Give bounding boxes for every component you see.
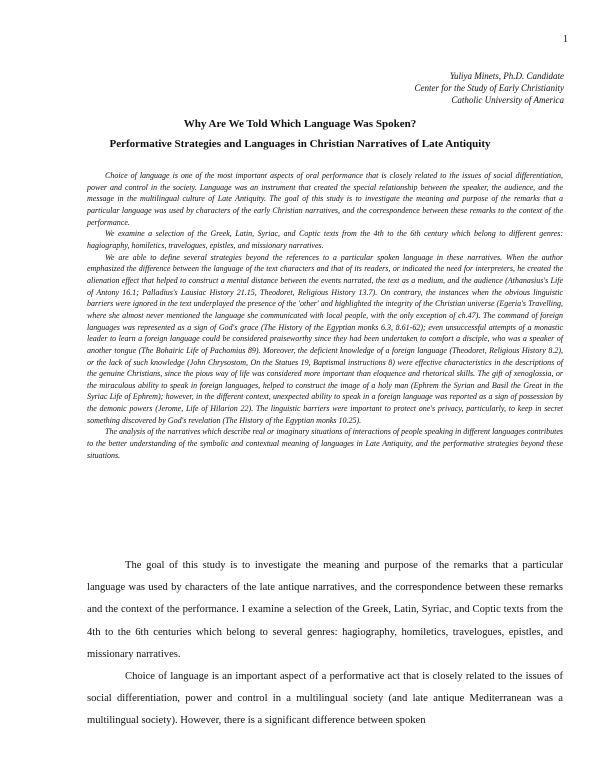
paper-subtitle: Performative Strategies and Languages in Christian Narratives of Late Antiquity <box>109 138 491 150</box>
abstract-paragraph: We are able to define several strategies beyond the references to a particular spoken language in these narratives. When the author emphasized the difference between the language of the text characters and that of its readers, or indicated the need for interpreters, he created the alienation effect that helped to construct a mental distance between the events narrated, the text as a medium, and the audience (Athanasius's Life of Antony 16.1; Palladius's Lausiac History 21.15, Theodoret, Religious History 13.7). On contrary, the instances when the obvious linguistic barriers were ignored in the text underplayed the presence of the 'other' and highlighted the integrity of the Christian universe (Egeria's Travelling, where she almost never mentioned the language she communicated with local people, with the only exception of ch.47). The command of foreign languages was represented as a sign of God's grace (The History of the Egyptian monks 6.3, 8.61-62); even unsuccessful attempts of a monastic leader to learn a foreign language could be considered praiseworthy since they had been undertaken to comfort a disciple, who was a speaker of another tongue (The Bohairic Life of Pachomius 89). Moreover, the deficient knowledge of a foreign language (Theodoret, Religious History 8.2), or the lack of such knowledge (John Chrysostom, On the Statues 19, Baptismal instructions 8) were effective characteristics in the descriptions of the genuine Christians, since the pious way of life was considered more important than eloquence and rhetorical skills. The gift of xenoglossia, or the miraculous ability to speak in foreign languages, helped to construct the image of a holy man (Ephrem the Syrian and Basil the Great in the Syriac Life of Ephrem); however, in the different context, unexpected ability to speak in a foreign language was reported as a sign of possession by the demonic powers (Jerome, Life of Hilarion 22). The linguistic barriers were important to protect one's privacy, particularly, to keep in secret something discovered by God's revelation (The History of the Egyptian monks 10.25). <box>87 252 563 425</box>
abstract-paragraph: We examine a selection of the Greek, Latin, Syriac, and Coptic texts from the 4th to the 6th century which belong to different genres: hagiography, homiletics, travelogues, epistles, and missionary narratives. <box>87 229 563 250</box>
author-name: Yuliya Minets, Ph.D. Candidate <box>449 71 564 81</box>
abstract-paragraph: Choice of language is one of the most important aspects of oral performance that is closely related to the issues of social differentiation, power and control in the society. Language was an instrument that created the special relationship between the speaker, the audience, and the message in the multilingual culture of Late Antiquity. The goal of this study is to investigate the meaning and purpose of the remarks that a particular language was used by characters of the early Christian narratives, and the correspondence between these remarks to the context of the performance. <box>87 171 563 227</box>
body-paragraph: The goal of this study is to investigate the meaning and purpose of the remarks that a particular language was used by characters of the late antique narratives, and the correspondence between these remarks and the context of the performance. I examine a selection of the Greek, Latin, Syriac, and Coptic texts from the 4th to the 6th centuries which belong to several genres: hagiography, homiletics, travelogues, epistles, and missionary narratives. <box>87 560 563 660</box>
body-text <box>87 555 563 733</box>
author-center: Center for the Study of Early Christianity <box>414 83 564 93</box>
page-number: 1 <box>563 34 568 45</box>
author-university: Catholic University of America <box>451 95 564 105</box>
author-affiliation <box>415 70 565 106</box>
paper-title: Why Are We Told Which Language Was Spoken? <box>183 118 417 130</box>
abstract <box>87 170 563 461</box>
abstract-paragraph: The analysis of the narratives which describe real or imaginary situations of interactions of people speaking in different languages contributes to the better understanding of the symbolic and contextual meaning of languages in Late Antiquity, and the performative strategies beyond these situations. <box>87 427 563 460</box>
body-paragraph: Choice of language is an important aspect of a performative act that is closely related to the issues of social differentiation, power and control in a multilingual society (and late antique Mediterranean was a multilingual society). However, there is a significant difference between spoken <box>87 671 563 727</box>
